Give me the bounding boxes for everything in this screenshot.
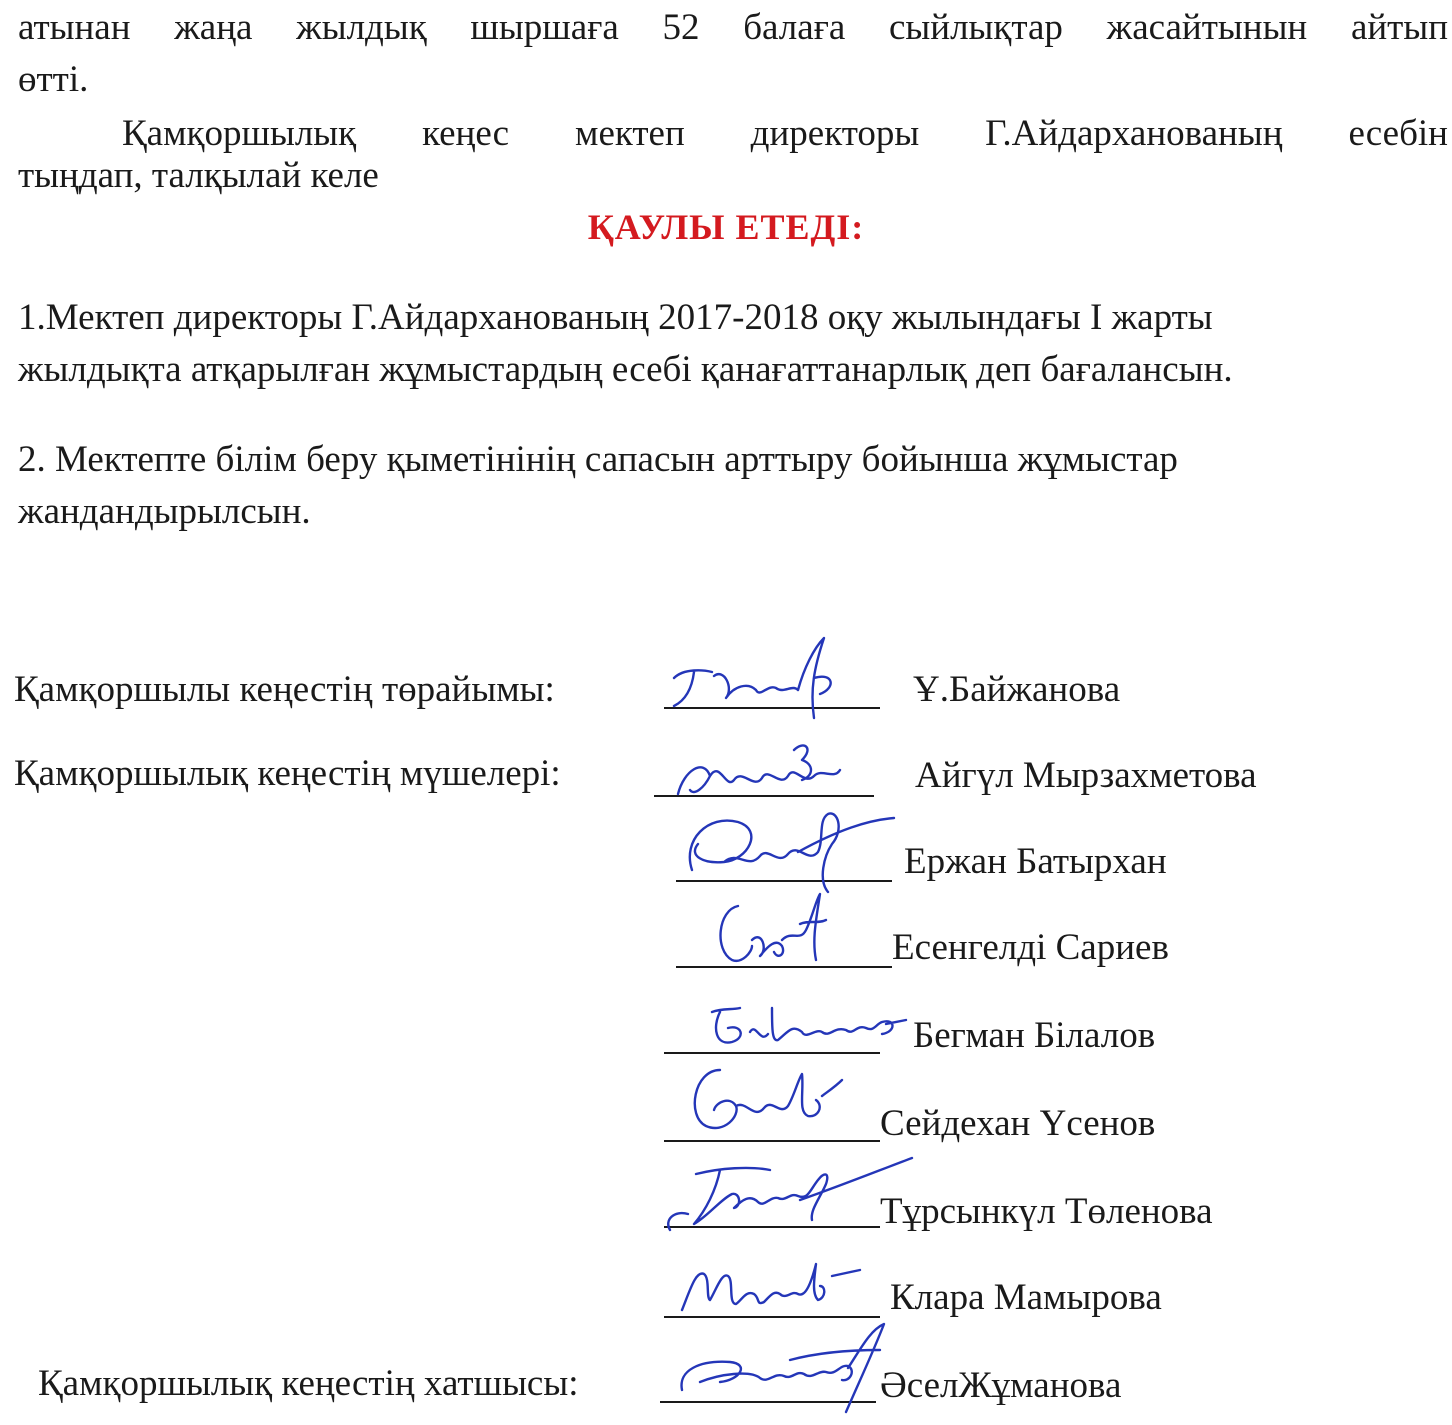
member-6-name: Тұрсынкүл Төленова — [880, 1191, 1213, 1232]
item-2-line-2: жандандырылсын. — [18, 491, 311, 532]
member-4-signature — [706, 998, 926, 1058]
member-3-name: Есенгелді Сариев — [892, 927, 1169, 968]
members-label: Қамқоршылық кеңестің мүшелері: — [14, 753, 561, 794]
chair-signature — [664, 628, 864, 728]
secretary-label: Қамқоршылық кеңестің хатшысы: — [38, 1363, 579, 1404]
secretary-signature — [670, 1320, 910, 1420]
resolution-heading: ҚАУЛЫ ЕТЕДІ: — [587, 207, 865, 247]
member-1-name: Айгүл Мырзахметова — [915, 755, 1257, 796]
member-7-signature — [676, 1250, 876, 1320]
member-7-name: Клара Мамырова — [890, 1277, 1162, 1318]
member-5-signature — [680, 1056, 850, 1146]
item-2-line-1: 2. Мектепте білім беру қыметінінің сапасын арттыру бойынша жұмыстар — [18, 439, 1178, 480]
member-3-signature — [708, 890, 838, 970]
intro-line-3: Қамқоршылық кеңес мектеп директоры Г.Айдарханованың есебін — [122, 113, 1448, 154]
item-1-line-1: 1.Мектеп директоры Г.Айдарханованың 2017-2018 оқу жылындағы І жарты — [18, 297, 1213, 338]
item-1-line-2: жылдықта атқарылған жұмыстардың есебі қанағаттанарлық деп бағалансын. — [18, 349, 1233, 390]
chair-label: Қамқоршылы кеңестің төрайымы: — [14, 669, 555, 710]
member-2-name: Ержан Батырхан — [904, 841, 1167, 882]
intro-line-1: атынан жаңа жылдық шыршаға 52 балаға сыйлықтар жасайтынын айтып — [18, 7, 1448, 48]
intro-line-2: өтті. — [18, 59, 89, 100]
intro-line-4: тыңдап, талқылай келе — [18, 155, 379, 196]
secretary-name: ӘселЖұманова — [880, 1365, 1122, 1406]
member-5-name: Сейдехан Үсенов — [880, 1103, 1156, 1144]
member-1-signature — [664, 730, 864, 810]
member-2-signature — [668, 800, 898, 900]
chair-name: Ұ.Байжанова — [913, 669, 1121, 710]
member-4-name: Бегман Білалов — [913, 1015, 1156, 1056]
